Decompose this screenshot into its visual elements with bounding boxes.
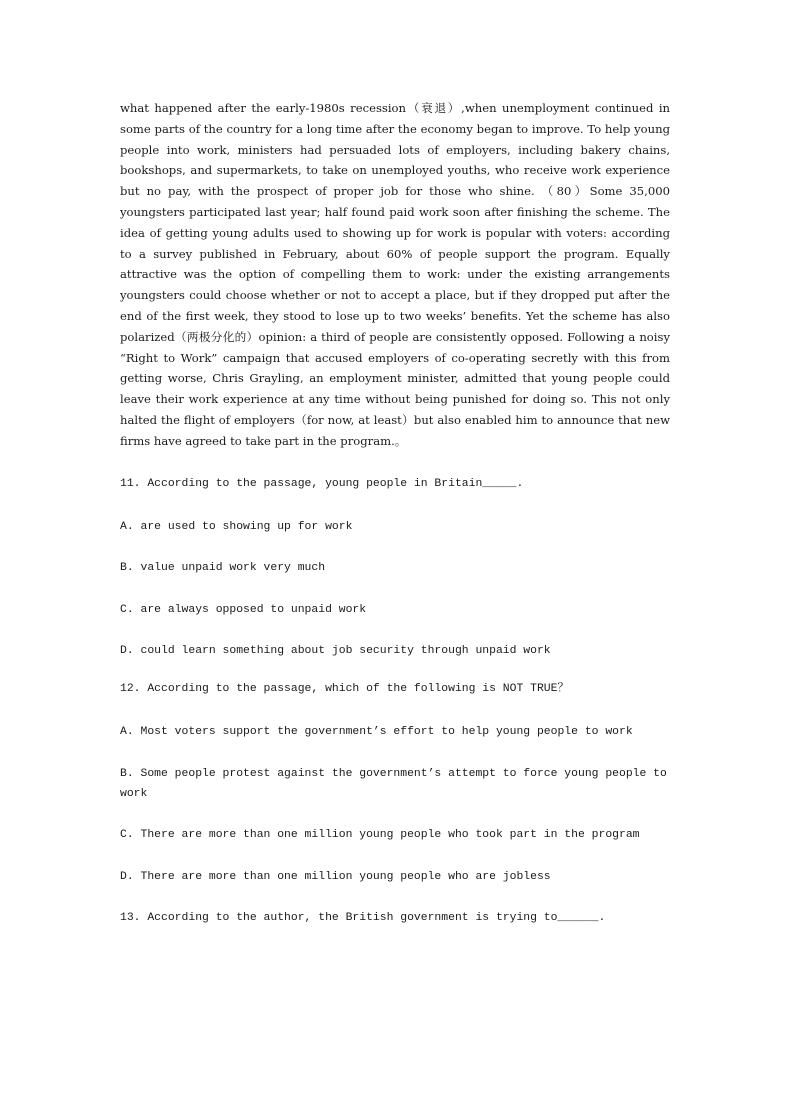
q11-option-d: D. could learn something about job security through unpaid work	[120, 645, 551, 658]
q11-option-a: A. are used to showing up for work	[120, 520, 353, 533]
document-page	[120, 98, 670, 951]
q12-option-c: C. There are more than one million young people who took part in the program	[120, 829, 640, 842]
question-12: 12. According to the passage, which of the following is NOT TRUE？	[120, 683, 569, 696]
q11-option-b: B. value unpaid work very much	[120, 562, 326, 575]
reading-passage: what happened after the early-1980s recession（衰退）,when unemployment continued in some parts of the country for a long time after the economy began to improve. To help young people into work, ministers had persuaded lots of employers, including bakery chains, bookshops, and supermarkets, to take on unemployed youths, who receive work experience but no pay, with the prospect of proper job for those who shine. （80）Some 35,000 youngsters participated last year; half found paid work soon after finishing the scheme. The idea of getting young adults used to showing up for work is popular with voters: according to a survey published in February, about 60% of people support the program. Equally attractive was the option of compelling them to work: under the existing arrangements youngsters could choose whether or not to accept a place, but if they dropped put after the end of the first week, they stood to lose up to two weeks’ benefits. Yet the scheme has also polarized（两极分化的）opinion: a third of people are consistently opposed. Following a noisy “Right to Work” campaign that accused employers of co-operating secretly with this from getting worse, Chris Grayling, an employment minister, admitted that young people could leave their work experience at any time without being punished for doing so. This not only halted the flight of employers（for now, at least）but also enabled him to announce that new firms have agreed to take part in the program.。	[120, 101, 670, 448]
question-11: 11. According to the passage, young people in Britain_____.	[120, 477, 524, 490]
question-13: 13. According to the author, the British government is trying to______.	[120, 912, 606, 925]
q11-option-c: C. are always opposed to unpaid work	[120, 603, 367, 616]
q12-option-b: B. Some people protest against the government’s attempt to force young people to work	[120, 767, 667, 800]
q12-option-d: D. There are more than one million young people who are jobless	[120, 870, 551, 883]
q12-option-a: A. Most voters support the government’s effort to help young people to work	[120, 726, 633, 739]
